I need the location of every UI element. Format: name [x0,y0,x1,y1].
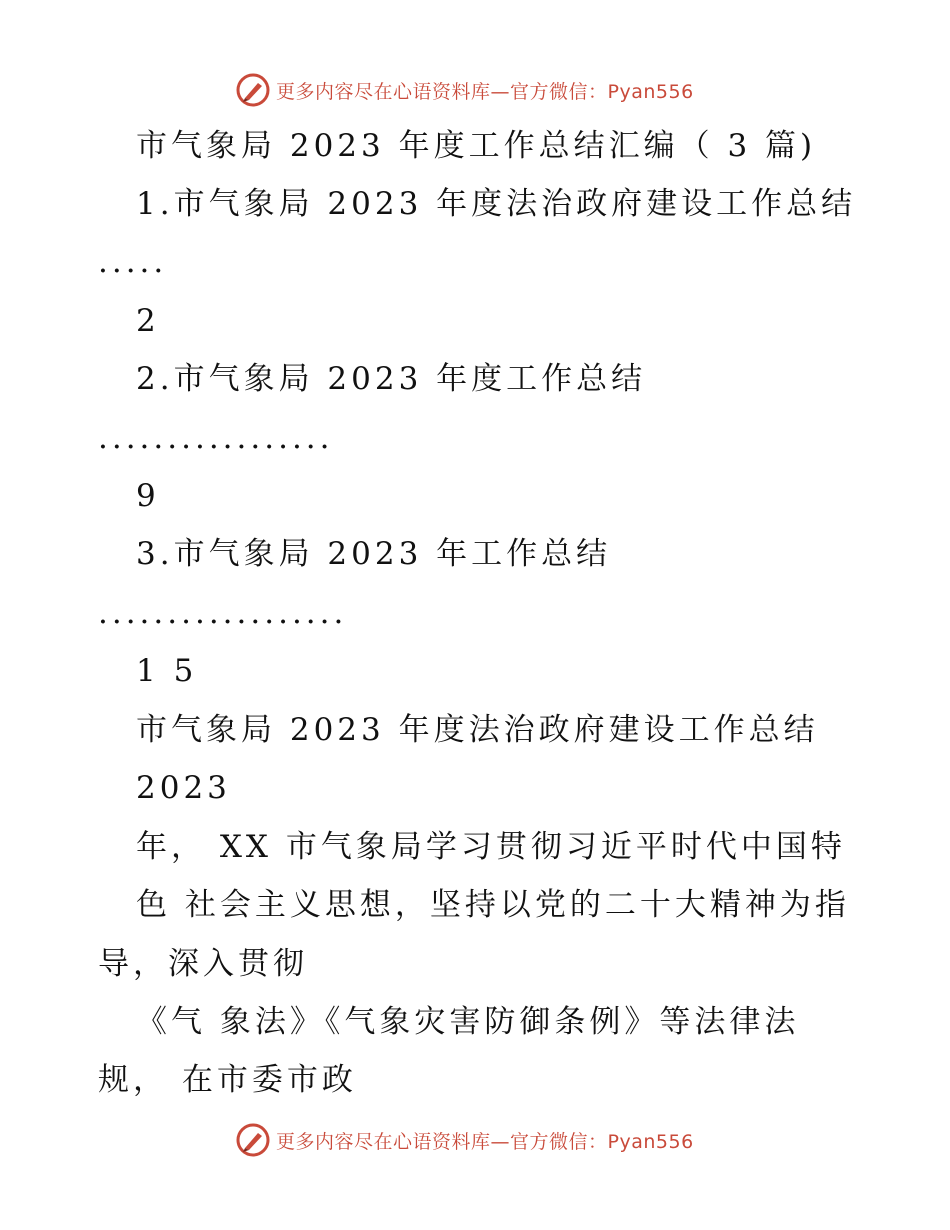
toc-entry-3-dots: .................. [98,595,348,631]
toc-entry-2-page: 9 [136,478,160,514]
body-line-3: 色 社会主义思想，坚持以党的二十大精神为指 [136,887,850,923]
body-line-1: 2023 [136,770,231,806]
banner-text: 更多内容尽在心语资料库—官方微信：Pyan556 [276,80,694,103]
toc-entry-1-label: 1.市气象局 2023 年度法治政府建设工作总结 [136,186,857,222]
footer-banner [236,1122,694,1158]
body-line-2: 年， XX 市气象局学习贯彻习近平时代中国特 [136,829,846,865]
body-line-6: 规， 在市委市政 [98,1062,357,1098]
toc-entry-1-dots: ..... [98,244,168,280]
toc-entry-2-dots: ................. [98,420,334,456]
banner-text: 更多内容尽在心语资料库—官方微信：Pyan556 [276,1130,694,1153]
pen-logo-icon [236,73,270,107]
pen-logo-icon [236,1123,270,1157]
document-title: 市气象局 2023 年度工作总结汇编（ 3 篇) [136,128,817,164]
toc-entry-3-label: 3.市气象局 2023 年工作总结 [136,536,612,572]
toc-entry-2-label: 2.市气象局 2023 年度工作总结 [136,361,647,397]
toc-entry-3-page: 1 5 [136,653,198,689]
section-title: 市气象局 2023 年度法治政府建设工作总结 [136,712,819,748]
body-line-5: 《气 象法》《气象灾害防御条例》等法律法 [136,1004,800,1040]
header-banner [236,72,694,108]
body-line-4: 导，深入贯彻 [98,946,308,982]
toc-entry-1-page: 2 [136,303,160,339]
